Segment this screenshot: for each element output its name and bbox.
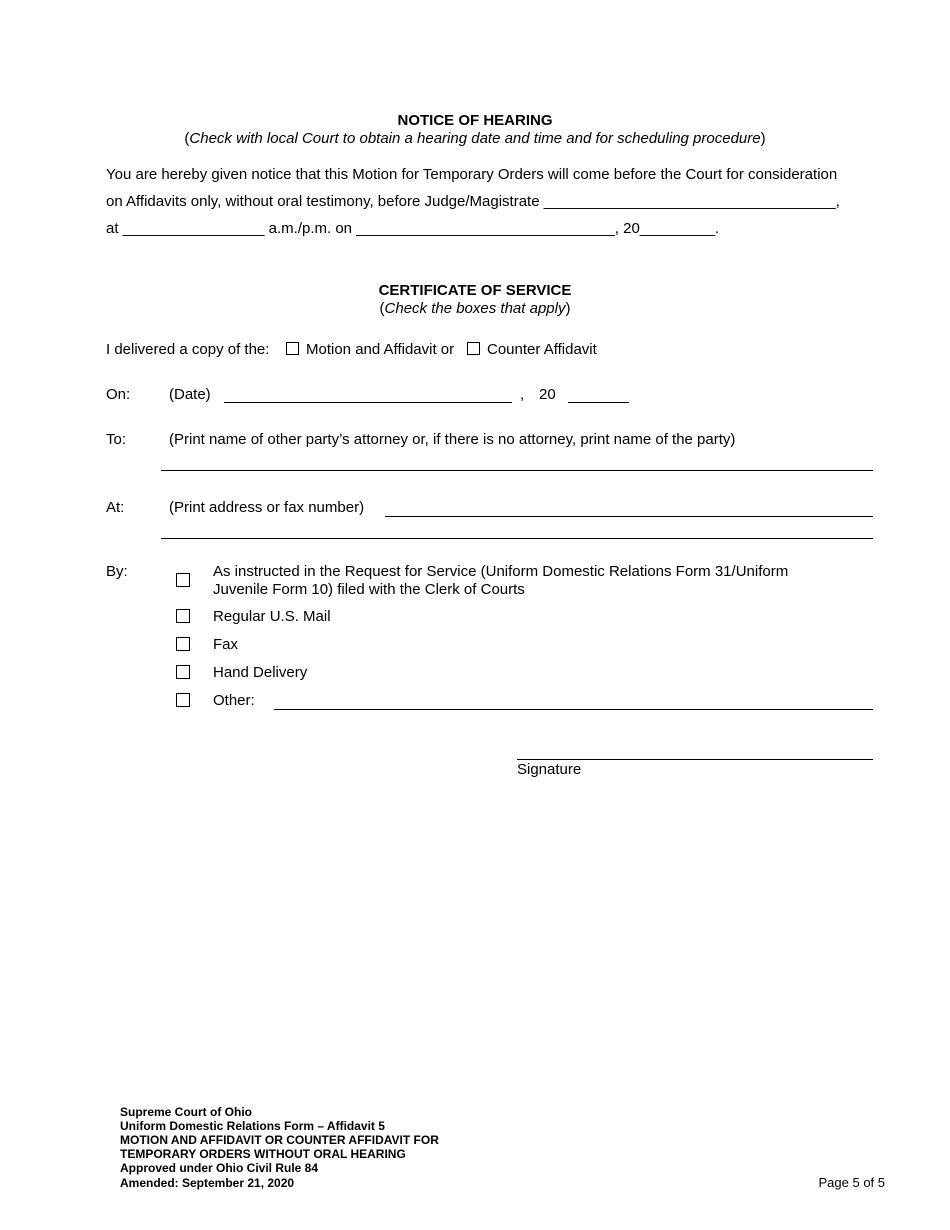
delivered-label: I delivered a copy of the: xyxy=(106,341,270,358)
other-checkbox[interactable] xyxy=(176,693,190,707)
footer-line-3: MOTION AND AFFIDAVIT OR COUNTER AFFIDAVIT FOR xyxy=(120,1133,439,1147)
paren-close: ) xyxy=(565,300,571,317)
fax-label: Fax xyxy=(213,636,239,653)
recipient-name-field[interactable] xyxy=(161,470,873,471)
by-label: By: xyxy=(106,563,128,580)
certificate-title: CERTIFICATE OF SERVICE xyxy=(378,282,572,299)
date-label: (Date) xyxy=(169,386,211,403)
hand-delivery-checkbox[interactable] xyxy=(176,665,190,679)
fax-checkbox[interactable] xyxy=(176,637,190,651)
other-field[interactable] xyxy=(274,709,873,710)
request-for-service-checkbox[interactable] xyxy=(176,573,190,587)
page-number: Page 5 of 5 xyxy=(818,1175,885,1190)
motion-affidavit-label: Motion and Affidavit or xyxy=(306,341,455,358)
paren-open: ( xyxy=(379,300,385,317)
date-field[interactable] xyxy=(224,402,512,403)
certificate-subtitle-text: Check the boxes that apply xyxy=(384,300,566,317)
request-for-service-label-line-2: Juvenile Form 10) filed with the Clerk of Courts xyxy=(213,581,525,598)
request-for-service-label-line-1: As instructed in the Request for Service (Uniform Domestic Relations Form 31/Uniform xyxy=(213,563,789,580)
counter-affidavit-label: Counter Affidavit xyxy=(487,341,597,358)
signature-field[interactable] xyxy=(517,759,873,760)
other-label: Other: xyxy=(213,692,255,709)
footer-line-4: TEMPORARY ORDERS WITHOUT ORAL HEARING xyxy=(120,1147,406,1161)
notice-line-3: at _________________ a.m./p.m. on _______________________________, 20_________. xyxy=(106,220,720,237)
notice-subtitle-text: Check with local Court to obtain a hearing date and time and for scheduling procedure xyxy=(189,130,761,147)
to-instruction: (Print name of other party’s attorney or, if there is no attorney, print name of the party) xyxy=(169,431,736,448)
footer-line-1: Supreme Court of Ohio xyxy=(120,1105,252,1119)
notice-line-1: You are hereby given notice that this Motion for Temporary Orders will come before the Court for consideration xyxy=(106,166,838,183)
regular-mail-label: Regular U.S. Mail xyxy=(213,608,331,625)
notice-subtitle xyxy=(0,130,950,147)
address-field[interactable] xyxy=(385,516,873,517)
at-label: At: xyxy=(106,499,125,516)
year-prefix: 20 xyxy=(539,386,556,403)
footer-line-2: Uniform Domestic Relations Form – Affidavit 5 xyxy=(120,1119,385,1133)
address-field-line-2[interactable] xyxy=(161,538,873,539)
paren-close: ) xyxy=(760,130,766,147)
certificate-subtitle xyxy=(0,300,950,317)
on-label: On: xyxy=(106,386,131,403)
motion-affidavit-checkbox[interactable] xyxy=(286,342,299,355)
footer-line-6: Amended: September 21, 2020 xyxy=(120,1176,295,1190)
notice-line-2: on Affidavits only, without oral testimony, before Judge/Magistrate ___________________________________, xyxy=(106,193,840,210)
footer-line-5: Approved under Ohio Civil Rule 84 xyxy=(120,1161,319,1175)
regular-mail-checkbox[interactable] xyxy=(176,609,190,623)
year-field[interactable] xyxy=(568,402,629,403)
date-comma: , xyxy=(520,386,525,403)
to-label: To: xyxy=(106,431,127,448)
signature-label: Signature xyxy=(517,761,582,778)
at-instruction: (Print address or fax number) xyxy=(169,499,365,516)
hand-delivery-label: Hand Delivery xyxy=(213,664,308,681)
paren-open: ( xyxy=(184,130,190,147)
notice-title: NOTICE OF HEARING xyxy=(397,112,553,129)
counter-affidavit-checkbox[interactable] xyxy=(467,342,480,355)
